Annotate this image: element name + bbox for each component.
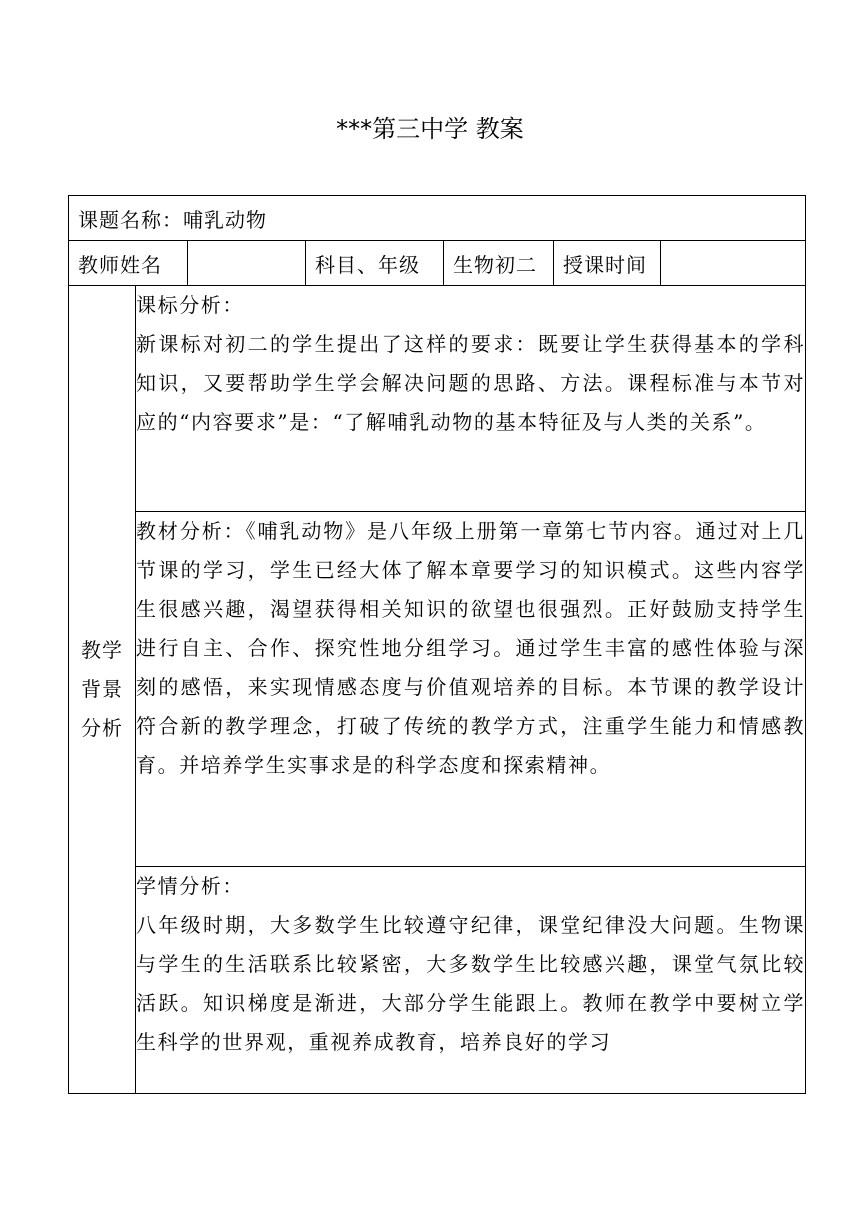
teacher-value-cell xyxy=(188,241,306,286)
subject-label-cell xyxy=(306,241,444,286)
subject-value-cell xyxy=(444,241,554,286)
curriculum-analysis-cell xyxy=(136,286,806,512)
students-body: 八年级时期，大多数学生比较遵守纪律，课堂纪律没大问题。生物课与学生的生活联系比较紧密，大多数学生比较感兴趣，课堂气氛比较活跃。知识梯度是渐进，大部分学生能跟上。教师在教学中要树立学生科学的世界观，重视养成教育，培养良好的学习 xyxy=(136,913,806,1054)
side-label-line-2: 背景 xyxy=(81,677,123,701)
curriculum-heading: 课标分析： xyxy=(136,293,244,317)
material-body: 教材分析：《哺乳动物》是八年级上册第一章第七节内容。通过对上几节课的学习，学生已经大体了解本章要学习的知识模式。这些内容学生很感兴趣，渴望获得相关知识的欲望也很强烈。正好鼓励支持学生进行自主、合作、探究性地分组学习。通过学生丰富的感性体验与深刻的感悟，来实现情感态度与价值观培养的目标。本节课的教学设计符合新的教学理念，打破了传统的教学方式，注重学生能力和情感教育。并培养学生实事求是的科学态度和探索精神。 xyxy=(136,519,806,777)
curriculum-row xyxy=(69,286,806,512)
topic-row xyxy=(69,196,806,241)
material-analysis-cell xyxy=(136,512,806,867)
subject-value: 生物初二 xyxy=(453,252,537,277)
document-title: ***第三中学 教案 xyxy=(336,115,524,143)
subject-label: 科目、年级 xyxy=(315,252,420,277)
time-value-cell xyxy=(661,241,806,286)
students-row xyxy=(69,867,806,1094)
time-label-cell xyxy=(554,241,661,286)
time-label: 授课时间 xyxy=(563,252,647,277)
lesson-plan-table xyxy=(68,195,806,1094)
student-analysis-cell xyxy=(136,867,806,1094)
topic-label: 课题名称：哺乳动物 xyxy=(78,207,267,232)
students-heading: 学情分析： xyxy=(136,874,244,898)
curriculum-body: 新课标对初二的学生提出了这样的要求：既要让学生获得基本的学科知识，又要帮助学生学会解决问题的思路、方法。课程标准与本节对应的“内容要求”是：“了解哺乳动物的基本特征及与人类的关系”。 xyxy=(136,332,806,434)
teacher-label: 教师姓名 xyxy=(78,252,162,277)
teacher-label-cell xyxy=(69,241,188,286)
material-row xyxy=(69,512,806,867)
topic-cell xyxy=(69,196,806,241)
side-label-cell xyxy=(69,286,136,1094)
side-label-line-1: 教学 xyxy=(81,638,123,662)
info-row xyxy=(69,241,806,286)
side-label-line-3: 分析 xyxy=(81,716,123,740)
